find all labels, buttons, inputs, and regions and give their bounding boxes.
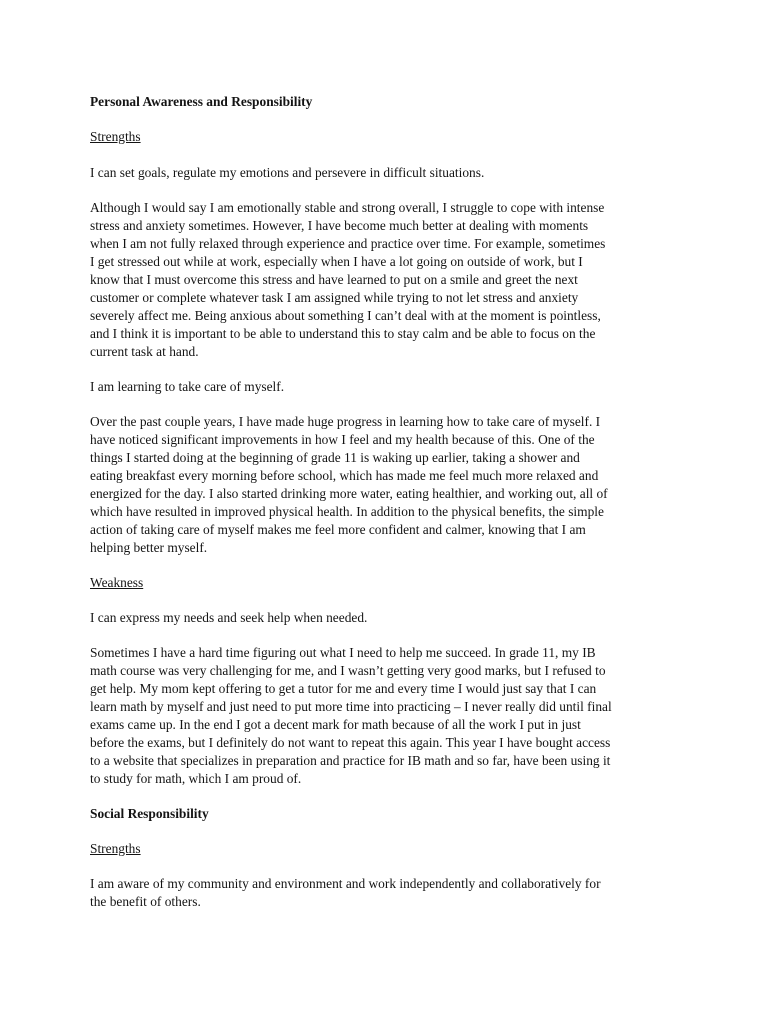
competency-statement-community: I am aware of my community and environment and work independently and collaboratively for the benefit of others. [90,876,601,909]
social-strengths-label: Strengths [90,841,141,856]
competency-statement-self-care: I am learning to take care of myself. [90,379,285,394]
paragraph-seek-help: Sometimes I have a hard time figuring out what I need to help me succeed. In grade 11, my IB math course was very challenging for me, and I wasn’t getting very good marks, but I refused to get help. My mom kept offering to get a tutor for me and every time I would just say that I can learn math by myself and just need to put more time into practicing – I never really did until final exams came up. In the end I got a decent mark for math because of all the work I put in just before the exams, but I definitely do not want to repeat this again. This year I have bought access to a website that specializes in preparation and practice for IB math and so far, have been using it to study for math, which I am proud of. [90,645,612,786]
paragraph-emotional-stability: Although I would say I am emotionally stable and strong overall, I struggle to cope with intense stress and anxiety sometimes. However, I have become much better at dealing with moments when I am not fully relaxed through experience and practice over time. For example, sometimes I get stressed out while at work, especially when I have a lot going on outside of work, but I know that I must overcome this stress and have learned to put on a smile and greet the next customer or complete whatever task I am assigned while trying to not let stress and anxiety severely affect me. Being anxious about something I can’t deal with at the moment is pointless, and I think it is important to be able to understand this to stay calm and be able to focus on the current task at hand. [90,200,606,359]
strengths-label: Strengths [90,129,141,144]
competency-statement-goals: I can set goals, regulate my emotions and persevere in difficult situations. [90,165,485,180]
section-heading-social-responsibility: Social Responsibility [90,806,209,821]
document-content [90,93,680,911]
section-heading-personal-awareness: Personal Awareness and Responsibility [90,94,313,109]
competency-statement-seek-help: I can express my needs and seek help when needed. [90,610,368,625]
weakness-label: Weakness [90,575,144,590]
paragraph-self-care: Over the past couple years, I have made huge progress in learning how to take care of myself. I have noticed significant improvements in how I feel and my health because of this. One of the things I started doing at the beginning of grade 11 is waking up earlier, taking a shower and eating breakfast every morning before school, which has made me feel much more relaxed and energized for the day. I also started drinking more water, eating healthier, and working out, all of which have resulted in improved physical health. In addition to the physical benefits, the simple action of taking care of myself makes me feel more confident and calmer, knowing that I am helping better myself. [90,414,608,555]
